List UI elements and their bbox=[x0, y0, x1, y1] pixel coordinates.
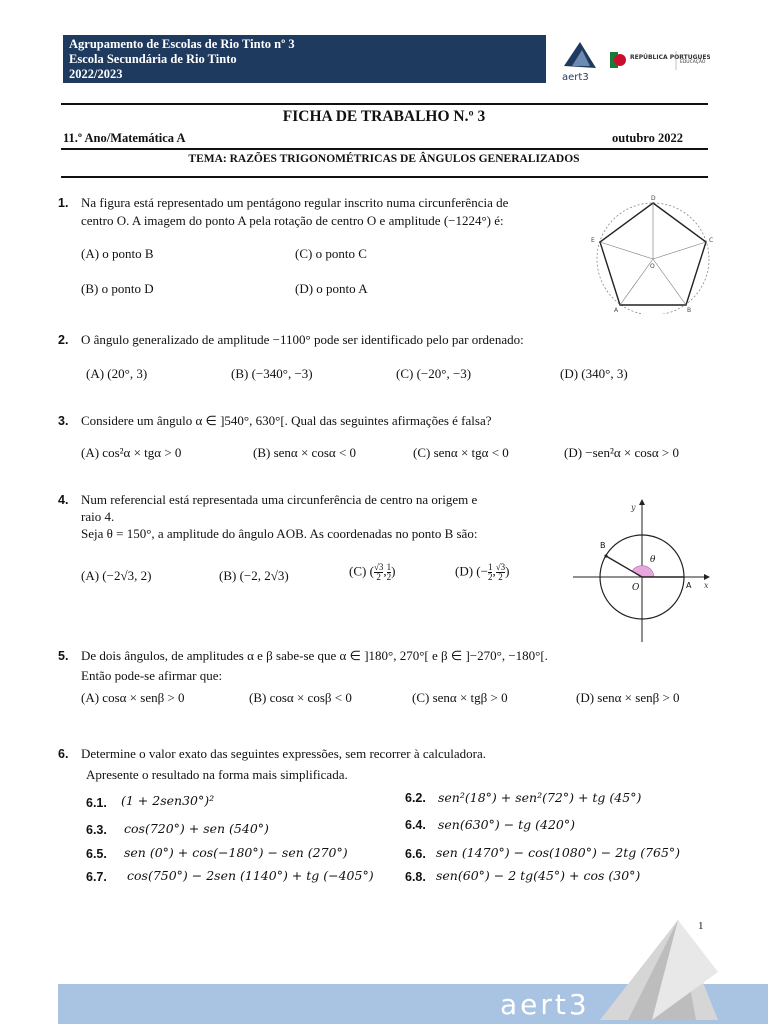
item-6-1-expression: (1 + 2sen30°)² bbox=[121, 793, 215, 808]
question-4-number: 4. bbox=[58, 493, 69, 507]
title-mid-rule bbox=[61, 148, 708, 150]
pentagon-label-c: C bbox=[709, 237, 714, 244]
footer-aert3-logo: aert3 bbox=[500, 988, 590, 1021]
pentagon-figure bbox=[588, 192, 718, 318]
svg-text:REPÚBLICA PORTUGUESA: REPÚBLICA PORTUGUESA bbox=[630, 54, 710, 61]
question-2-option-b: (B) (−340°, −3) bbox=[231, 366, 313, 381]
point-label-b: B bbox=[600, 541, 606, 550]
pentagon-label-e: E bbox=[591, 237, 595, 244]
pentagon-label-a: A bbox=[614, 307, 619, 314]
page-number: 1 bbox=[698, 920, 704, 932]
item-6-5-expression: sen (0°) + cos(−180°) − sen (270°) bbox=[124, 845, 348, 860]
axis-label-x: x bbox=[704, 581, 709, 590]
question-3-option-a: (A) cos²α × tgα > 0 bbox=[81, 445, 182, 460]
question-4-line-1: Num referencial está representada uma circunferência de centro na origem e bbox=[81, 492, 478, 507]
item-6-6-expression: sen (1470°) − cos(1080°) − 2tg (765°) bbox=[436, 845, 681, 860]
question-1-line-2: centro O. A imagem do ponto A pela rotação de centro O e amplitude (−1224°) é: bbox=[81, 213, 504, 228]
school-name: Escola Secundária de Rio Tinto bbox=[69, 52, 237, 66]
pentagon-label-d: D bbox=[651, 195, 656, 202]
axis-label-y: y bbox=[631, 503, 636, 512]
school-group-name: Agrupamento de Escolas de Rio Tinto nº 3 bbox=[69, 37, 295, 51]
question-5-option-b: (B) cosα × cosβ < 0 bbox=[249, 690, 352, 705]
question-1-number: 1. bbox=[58, 196, 69, 210]
item-6-5-number: 6.5. bbox=[86, 847, 107, 861]
question-1-line-1: Na figura está representado um pentágono regular inscrito numa circunferência de bbox=[81, 195, 509, 210]
title-top-rule bbox=[61, 103, 708, 105]
item-6-8-expression: sen(60°) − 2 tg(45°) + cos (30°) bbox=[436, 868, 641, 883]
item-6-3-expression: cos(720°) + sen (540°) bbox=[124, 821, 269, 836]
item-6-6-number: 6.6. bbox=[405, 847, 426, 861]
school-year: 2022/2023 bbox=[69, 67, 123, 81]
question-3-text: Considere um ângulo α ∈ ]540°, 630°[. Qual das seguintes afirmações é falsa? bbox=[81, 413, 492, 428]
question-5-line-1: De dois ângulos, de amplitudes α e β sabe-se que α ∈ ]180°, 270°[ e β ∈ ]−270°, −180°[. bbox=[81, 648, 548, 663]
republica-portuguesa-logo bbox=[610, 48, 710, 74]
question-4-line-2: raio 4. bbox=[81, 509, 115, 524]
question-4-option-b: (B) (−2, 2√3) bbox=[219, 568, 289, 583]
question-1-option-c: (C) o ponto C bbox=[295, 246, 367, 261]
svg-text:EDUCAÇÃO: EDUCAÇÃO bbox=[680, 60, 706, 65]
date: outubro 2022 bbox=[612, 131, 683, 145]
item-6-7-expression: cos(750°) − 2sen (1140°) + tg (−405°) bbox=[127, 868, 374, 883]
svg-text:aert3: aert3 bbox=[562, 72, 589, 83]
year-subject: 11.º Ano/Matemática A bbox=[63, 131, 186, 145]
item-6-8-number: 6.8. bbox=[405, 870, 426, 884]
worksheet-title: FICHA DE TRABALHO N.º 3 bbox=[282, 108, 486, 125]
question-5-number: 5. bbox=[58, 649, 69, 663]
footer-triangle-graphic bbox=[600, 912, 720, 1028]
question-2-option-d: (D) (340°, 3) bbox=[560, 366, 628, 381]
question-2-option-c: (C) (−20°, −3) bbox=[396, 366, 472, 381]
item-6-1-number: 6.1. bbox=[86, 796, 107, 810]
point-label-a: A bbox=[686, 581, 692, 590]
worksheet-theme: TEMA: RAZÕES TRIGONOMÉTRICAS DE ÂNGULOS GENERALIZADOS bbox=[188, 153, 580, 165]
item-6-4-number: 6.4. bbox=[405, 818, 426, 832]
circle-referential-figure bbox=[570, 496, 715, 648]
question-5-option-c: (C) senα × tgβ > 0 bbox=[412, 690, 508, 705]
pentagon-label-o: O bbox=[650, 263, 655, 270]
aert3-logo bbox=[560, 36, 600, 84]
question-1-option-b: (B) o ponto D bbox=[81, 281, 154, 296]
question-6-line-2: Apresente o resultado na forma mais simplificada. bbox=[86, 767, 348, 782]
question-1-option-a: (A) o ponto B bbox=[81, 246, 154, 261]
question-5-option-a: (A) cosα × senβ > 0 bbox=[81, 690, 185, 705]
question-3-option-d: (D) −sen²α × cosα > 0 bbox=[564, 445, 679, 460]
question-6-line-1: Determine o valor exato das seguintes expressões, sem recorrer à calculadora. bbox=[81, 746, 486, 761]
question-3-option-c: (C) senα × tgα < 0 bbox=[413, 445, 509, 460]
item-6-2-expression: sen²(18°) + sen²(72°) + tg (45°) bbox=[438, 790, 642, 805]
question-5-option-d: (D) senα × senβ > 0 bbox=[576, 690, 680, 705]
angle-label-theta: θ bbox=[650, 555, 656, 565]
question-4-option-d: (D) (− $\frac{1}{2}$ , $\frac{√3}{2}$ ) bbox=[455, 562, 510, 582]
question-3-option-b: (B) senα × cosα < 0 bbox=[253, 445, 357, 460]
question-4-option-a: (A) (−2√3, 2) bbox=[81, 568, 152, 583]
question-3-number: 3. bbox=[58, 414, 69, 428]
item-6-3-number: 6.3. bbox=[86, 823, 107, 837]
origin-label-o: O bbox=[632, 583, 640, 593]
question-2-text: O ângulo generalizado de amplitude −1100° pode ser identificado pelo par ordenado: bbox=[81, 332, 524, 347]
question-6-number: 6. bbox=[58, 747, 69, 761]
pentagon-label-b: B bbox=[687, 307, 692, 314]
item-6-2-number: 6.2. bbox=[405, 791, 426, 805]
item-6-7-number: 6.7. bbox=[86, 870, 107, 884]
question-2-option-a: (A) (20°, 3) bbox=[86, 366, 148, 381]
question-5-line-2: Então pode-se afirmar que: bbox=[81, 668, 223, 683]
school-header bbox=[63, 35, 546, 83]
item-6-4-expression: sen(630°) − tg (420°) bbox=[438, 817, 576, 832]
question-4-line-3: Seja θ = 150°, a amplitude do ângulo AOB. As coordenadas no ponto B são: bbox=[81, 526, 478, 541]
question-1-option-d: (D) o ponto A bbox=[295, 281, 368, 296]
question-2-number: 2. bbox=[58, 333, 69, 347]
title-bottom-rule bbox=[61, 176, 708, 178]
question-4-option-c: (C) ( $\frac{√3}{2}$ , $\frac{1}{2}$ ) bbox=[349, 562, 396, 582]
